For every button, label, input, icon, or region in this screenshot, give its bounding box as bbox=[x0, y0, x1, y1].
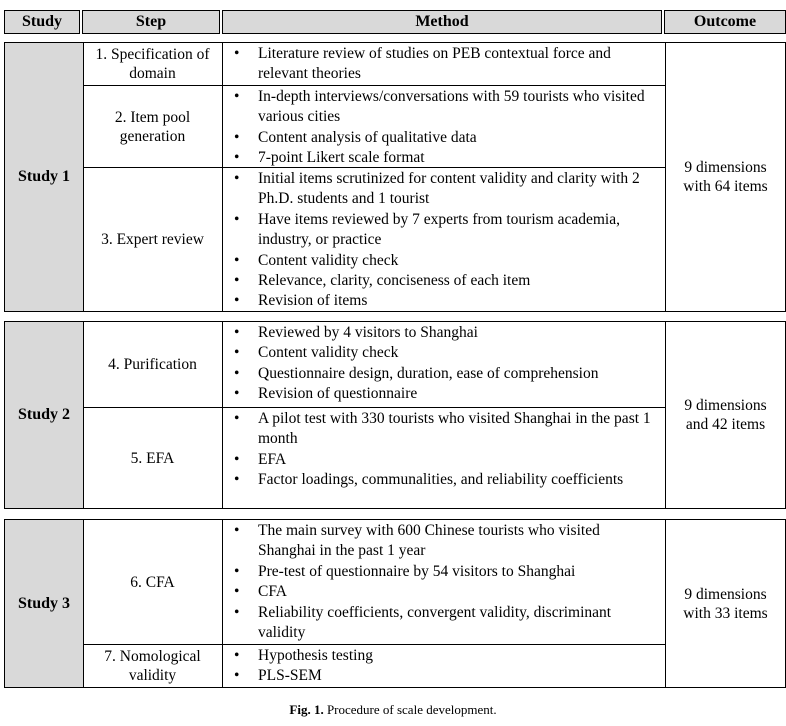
study-1-block bbox=[4, 42, 786, 312]
method-item: • In-depth interviews/conversations with 59 tourists who visited various cities bbox=[228, 87, 661, 128]
method-item: • CFA bbox=[228, 582, 661, 602]
method-item: • Questionnaire design, duration, ease of comprehension bbox=[228, 364, 661, 384]
method-item: • Relevance, clarity, conciseness of each item bbox=[228, 271, 661, 291]
header-method: Method bbox=[222, 10, 662, 34]
header-study: Study bbox=[4, 10, 80, 34]
method-item: • PLS-SEM bbox=[228, 666, 661, 686]
method-item: • Pre-test of questionnaire by 54 visitors to Shanghai bbox=[228, 562, 661, 582]
outcome-line: with 64 items bbox=[683, 178, 768, 195]
step-row bbox=[83, 644, 665, 687]
method-item: • Hypothesis testing bbox=[228, 646, 661, 666]
method-item: • 7-point Likert scale format bbox=[228, 148, 661, 168]
method-item: • Revision of items bbox=[228, 291, 661, 311]
method-item: • Have items reviewed by 7 experts from tourism academia, industry, or practice bbox=[228, 210, 661, 251]
step-cell bbox=[83, 43, 223, 85]
method-item: • The main survey with 600 Chinese tourists who visited Shanghai in the past 1 year bbox=[228, 521, 661, 562]
method-cell bbox=[223, 86, 665, 167]
outcome-cell bbox=[665, 520, 785, 687]
step-label-line: validity bbox=[128, 667, 177, 684]
method-item: • EFA bbox=[228, 450, 661, 470]
header-step: Step bbox=[82, 10, 220, 34]
outcome-line: 9 dimensions bbox=[684, 159, 767, 176]
step-row bbox=[83, 520, 665, 644]
outcome-line: 9 dimensions bbox=[684, 397, 767, 414]
method-item: • Content validity check bbox=[228, 343, 661, 363]
method-cell bbox=[223, 520, 665, 644]
step-row bbox=[83, 322, 665, 407]
figure-caption bbox=[0, 702, 786, 718]
method-cell bbox=[223, 43, 665, 85]
header-outcome: Outcome bbox=[664, 10, 786, 34]
method-item: • Literature review of studies on PEB contextual force and relevant theories bbox=[228, 44, 661, 85]
step-label-line: 3. Expert review bbox=[101, 231, 204, 248]
step-cell bbox=[83, 86, 223, 167]
step-label-line: 7. Nomological bbox=[104, 648, 201, 665]
study-2-block bbox=[4, 321, 786, 509]
step-label-line: 2. Item pool bbox=[114, 108, 191, 126]
method-item: • Content analysis of qualitative data bbox=[228, 128, 661, 148]
step-label-line: domain bbox=[129, 65, 176, 82]
method-item: • Reliability coefficients, convergent validity, discriminant validity bbox=[228, 603, 661, 644]
outcome-line: and 42 items bbox=[685, 416, 766, 433]
method-cell bbox=[223, 168, 665, 311]
study-label: Study 2 bbox=[5, 322, 84, 508]
method-cell bbox=[223, 322, 665, 407]
step-row bbox=[83, 43, 665, 85]
method-item: • Factor loadings, communalities, and reliability coefficients bbox=[228, 470, 661, 490]
step-cell bbox=[83, 322, 223, 407]
step-cell bbox=[83, 645, 223, 687]
step-label-line: 6. CFA bbox=[130, 573, 175, 591]
study-label: Study 3 bbox=[5, 520, 84, 687]
method-item: • Reviewed by 4 visitors to Shanghai bbox=[228, 323, 661, 343]
method-item: • A pilot test with 330 tourists who visited Shanghai in the past 1 month bbox=[228, 409, 661, 450]
step-label-line: 4. Purification bbox=[108, 356, 197, 373]
outcome-cell bbox=[665, 322, 785, 508]
method-item: • Content validity check bbox=[228, 251, 661, 271]
method-cell bbox=[223, 645, 665, 687]
step-label-line: 1. Specification of bbox=[95, 46, 210, 63]
step-label-line: generation bbox=[119, 127, 186, 145]
outcome-cell bbox=[665, 43, 785, 311]
step-row bbox=[83, 407, 665, 508]
outcome-line: with 33 items bbox=[683, 604, 768, 622]
method-item: • Initial items scrutinized for content validity and clarity with 2 Ph.D. students and 1 tourist bbox=[228, 169, 661, 210]
outcome-line: 9 dimensions bbox=[684, 585, 767, 603]
caption-label: Fig. 1. bbox=[289, 702, 324, 717]
step-cell bbox=[83, 408, 223, 508]
step-cell bbox=[83, 520, 223, 644]
method-cell bbox=[223, 408, 665, 508]
method-item: • Revision of questionnaire bbox=[228, 384, 661, 404]
step-row bbox=[83, 167, 665, 311]
step-row bbox=[83, 85, 665, 167]
step-cell bbox=[83, 168, 223, 311]
caption-text: Procedure of scale development. bbox=[326, 702, 497, 717]
study-label: Study 1 bbox=[5, 43, 84, 311]
study-3-block bbox=[4, 519, 786, 688]
step-label-line: 5. EFA bbox=[130, 449, 175, 467]
